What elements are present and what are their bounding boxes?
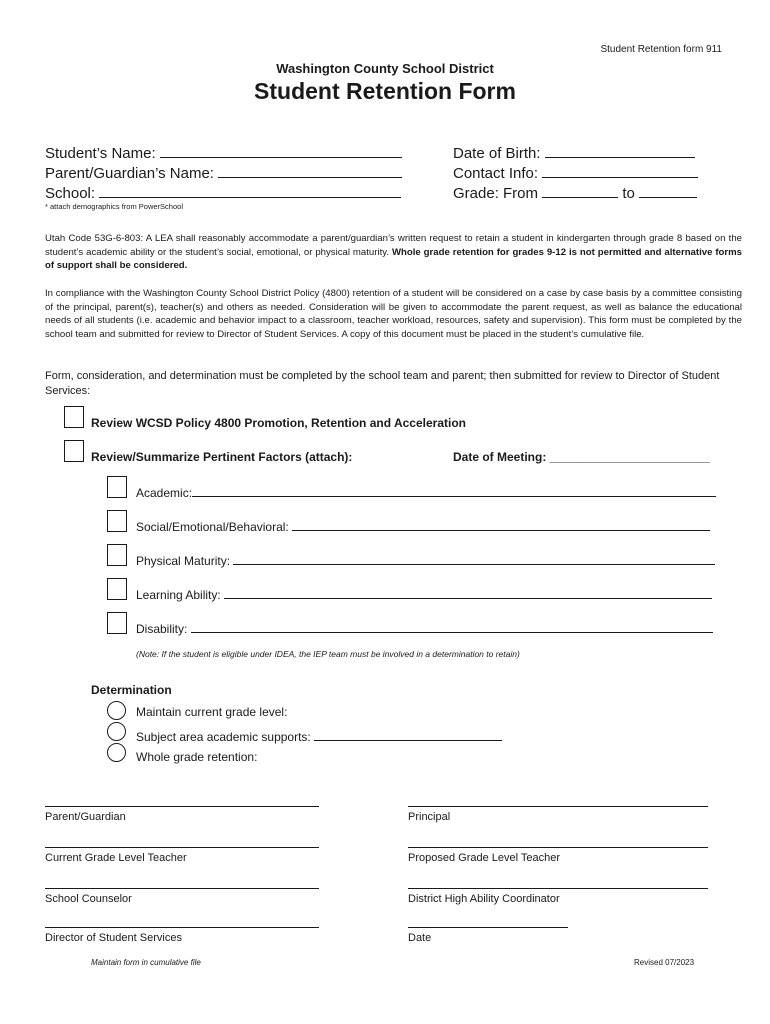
physical-maturity-line[interactable] bbox=[233, 552, 715, 565]
proposed-teacher-signature-label: Proposed Grade Level Teacher bbox=[408, 852, 561, 864]
learning-ability-line[interactable] bbox=[224, 586, 712, 599]
grade-from-label: Grade: From bbox=[453, 185, 539, 202]
director-signature-line[interactable] bbox=[45, 927, 319, 928]
date-signature-label: Date bbox=[408, 932, 432, 944]
academic-checkbox[interactable] bbox=[107, 476, 127, 498]
current-teacher-signature-label: Current Grade Level Teacher bbox=[45, 852, 187, 864]
principal-signature-line[interactable] bbox=[408, 806, 708, 807]
subject-supports-field[interactable] bbox=[136, 728, 502, 744]
disability-label: Disability: bbox=[136, 622, 188, 636]
student-name-label: Student’s Name: bbox=[45, 145, 156, 162]
demographics-note: * attach demographics from PowerSchool bbox=[45, 202, 183, 211]
review-policy-checkbox[interactable] bbox=[64, 406, 84, 428]
school-line[interactable] bbox=[99, 182, 401, 198]
physical-maturity-checkbox[interactable] bbox=[107, 544, 127, 566]
contact-field[interactable] bbox=[453, 162, 698, 182]
disability-field[interactable] bbox=[136, 620, 720, 636]
utah-code-text: Utah Code 53G-6-803: A LEA shall reasonably accommodate a parent/guardian’s written request to retain a student in kindergarten through grade 8 based on the student’s academic ability or the student’s social, emotional, or physical maturity. bbox=[45, 233, 742, 258]
parent-signature-label: Parent/Guardian bbox=[45, 811, 126, 823]
parent-signature-line[interactable] bbox=[45, 806, 319, 807]
dob-line[interactable] bbox=[545, 142, 695, 158]
student-name-line[interactable] bbox=[160, 142, 402, 158]
learning-ability-checkbox[interactable] bbox=[107, 578, 127, 600]
physical-maturity-field[interactable] bbox=[136, 552, 720, 568]
parent-name-field[interactable] bbox=[45, 162, 402, 182]
grade-to-label: to bbox=[622, 185, 635, 202]
current-teacher-signature-line[interactable] bbox=[45, 847, 319, 848]
student-name-field[interactable] bbox=[45, 142, 402, 162]
hac-signature-label: District High Ability Coordinator bbox=[408, 893, 560, 905]
physical-maturity-label: Physical Maturity: bbox=[136, 554, 231, 568]
school-field[interactable] bbox=[45, 182, 401, 202]
maintain-grade-radio[interactable] bbox=[107, 701, 126, 720]
learning-ability-label: Learning Ability: bbox=[136, 588, 221, 602]
date-signature-line[interactable] bbox=[408, 927, 568, 928]
instructions-paragraph: Form, consideration, and determination must be completed by the school team and parent; then submitted for review to Director of Student Services: bbox=[45, 370, 720, 397]
review-factors-checkbox[interactable] bbox=[64, 440, 84, 462]
parent-name-line[interactable] bbox=[218, 162, 402, 178]
whole-grade-label: Whole grade retention: bbox=[136, 750, 258, 764]
academic-label: Academic: bbox=[136, 486, 193, 500]
form-id: Student Retention form 911 bbox=[600, 44, 722, 55]
academic-line[interactable] bbox=[192, 484, 716, 497]
utah-code-bold-text: Whole grade retention for grades 9-12 is not permitted and alternative forms of support shall be considered. bbox=[45, 246, 743, 271]
disability-checkbox[interactable] bbox=[107, 612, 127, 634]
compliance-paragraph: In compliance with the Washington County School District Policy (4800) retention of a student will be considered on a case by case basis by a committee consisting of the principal, parent(s), teacher(s) and others as needed. Consideration will be given to accommodate the parent request, as well as balance the educational needs of all students (i.e. academic and behavior impact to a classroom, teacher workload, resources, safety and supervision). This form must be completed by the school team and submitted for review to Director of Student Services. A copy of this document must be placed in the student’s cumulative file. bbox=[45, 288, 742, 340]
revised-date: Revised 07/2023 bbox=[634, 958, 695, 967]
learning-ability-field[interactable] bbox=[136, 586, 720, 602]
social-emotional-line[interactable] bbox=[292, 518, 710, 531]
academic-field[interactable] bbox=[136, 484, 720, 500]
hac-signature-line[interactable] bbox=[408, 888, 708, 889]
counselor-signature-label: School Counselor bbox=[45, 893, 132, 905]
counselor-signature-line[interactable] bbox=[45, 888, 319, 889]
school-label: School: bbox=[45, 185, 96, 202]
grade-from-line[interactable] bbox=[542, 182, 618, 198]
idea-note: (Note: If the student is eligible under IDEA, the IEP team must be involved in a determination to retain) bbox=[136, 649, 520, 659]
disability-line[interactable] bbox=[191, 620, 713, 633]
utah-code-paragraph bbox=[45, 232, 742, 273]
contact-label: Contact Info: bbox=[453, 165, 539, 182]
grade-field[interactable] bbox=[453, 182, 697, 202]
social-emotional-checkbox[interactable] bbox=[107, 510, 127, 532]
page-title: Student Retention Form bbox=[254, 78, 516, 104]
whole-grade-radio[interactable] bbox=[107, 743, 126, 762]
social-emotional-label: Social/Emotional/Behavioral: bbox=[136, 520, 289, 534]
subject-supports-line[interactable] bbox=[314, 728, 502, 741]
footer-note: Maintain form in cumulative file bbox=[91, 958, 201, 967]
review-factors-label: Review/Summarize Pertinent Factors (attach): bbox=[91, 450, 353, 464]
review-policy-label: Review WCSD Policy 4800 Promotion, Retention and Acceleration bbox=[91, 416, 466, 430]
district-name: Washington County School District bbox=[276, 61, 494, 76]
contact-line[interactable] bbox=[542, 162, 698, 178]
determination-heading: Determination bbox=[91, 683, 172, 697]
principal-signature-label: Principal bbox=[408, 811, 451, 823]
subject-supports-radio[interactable] bbox=[107, 722, 126, 741]
dob-label: Date of Birth: bbox=[453, 145, 541, 162]
maintain-grade-label: Maintain current grade level: bbox=[136, 705, 288, 719]
parent-name-label: Parent/Guardian’s Name: bbox=[45, 165, 214, 182]
dob-field[interactable] bbox=[453, 142, 695, 162]
director-signature-label: Director of Student Services bbox=[45, 932, 182, 944]
date-of-meeting-field[interactable]: Date of Meeting: ________________________ bbox=[453, 450, 710, 464]
proposed-teacher-signature-line[interactable] bbox=[408, 847, 708, 848]
subject-supports-label: Subject area academic supports: bbox=[136, 730, 311, 744]
social-emotional-field[interactable] bbox=[136, 518, 720, 534]
grade-to-line[interactable] bbox=[639, 182, 697, 198]
